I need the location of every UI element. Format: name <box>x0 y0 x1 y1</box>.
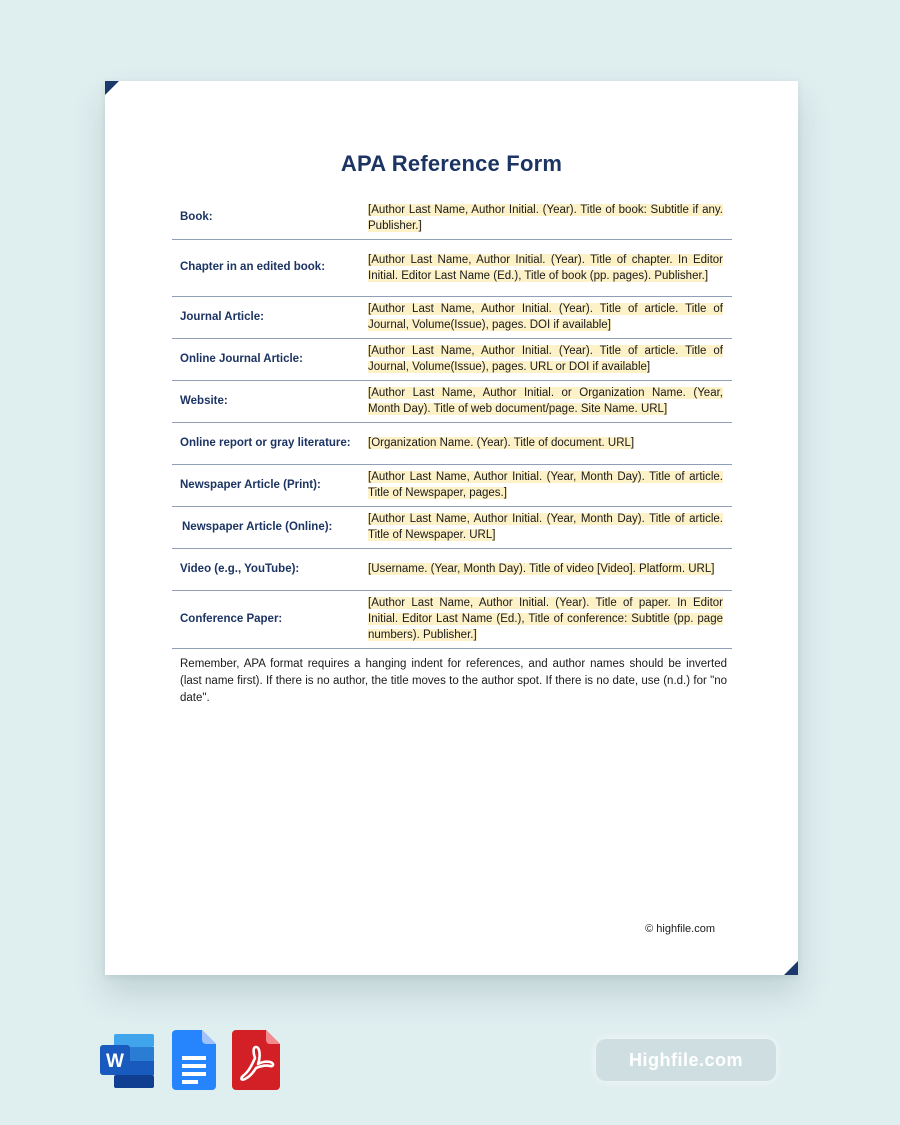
row-label: Journal Article: <box>172 296 360 338</box>
format-text: [Author Last Name, Author Initial. (Year). Title of paper. In Editor Initial. Editor Last Name (Ed.), Title of conference: Subtitle (pp. page numbers). Publisher.] <box>368 597 723 641</box>
row-format <box>360 380 732 422</box>
apa-note: Remember, APA format requires a hanging indent for references, and author names should be inverted (last name first). If there is no author, the title moves to the author spot. If there is no date, use (n.d.) for "no date". <box>180 658 727 704</box>
row-label: Book: <box>172 197 360 239</box>
format-text: [Author Last Name, Author Initial. (Year). Title of book: Subtitle if any. Publisher.] <box>368 203 723 232</box>
brand-badge[interactable]: Highfile.com <box>596 1039 776 1081</box>
row-format <box>360 506 732 548</box>
table-row <box>172 464 732 506</box>
table-row <box>172 239 732 296</box>
row-label: Website: <box>172 380 360 422</box>
row-label: Video (e.g., YouTube): <box>172 548 360 590</box>
reference-table <box>172 197 732 649</box>
google-docs-icon[interactable] <box>172 1030 216 1090</box>
copyright-text: © highfile.com <box>645 923 715 935</box>
document-page <box>105 81 798 975</box>
format-text: [Organization Name. (Year). Title of document. URL] <box>368 437 635 449</box>
table-row <box>172 296 732 338</box>
row-label: Online report or gray literature: <box>172 422 360 464</box>
format-text: [Author Last Name, Author Initial. (Year). Title of chapter. In Editor Initial. Editor Last Name (Ed.), Title of book (pp. pages). Publisher.] <box>368 253 723 282</box>
table-row <box>172 422 732 464</box>
table-row <box>172 548 732 590</box>
format-text: [Username. (Year, Month Day). Title of video [Video]. Platform. URL] <box>368 563 715 575</box>
row-label: Chapter in an edited book: <box>172 239 360 296</box>
row-label: Newspaper Article (Online): <box>172 506 360 548</box>
table-row <box>172 338 732 380</box>
table-row <box>172 506 732 548</box>
document-title: APA Reference Form <box>340 151 563 176</box>
row-format <box>360 338 732 380</box>
format-text: [Author Last Name, Author Initial. (Year, Month Day). Title of article. Title of Newspaper. URL] <box>368 513 723 541</box>
table-row <box>172 380 732 422</box>
word-letter: W <box>106 1051 124 1072</box>
format-text: [Author Last Name, Author Initial. (Year, Month Day). Title of article. Title of Newspaper, pages.] <box>368 471 723 499</box>
row-format <box>360 548 732 590</box>
corner-decoration-top-left <box>105 81 119 95</box>
row-format <box>360 590 732 648</box>
table-row <box>172 590 732 648</box>
word-icon[interactable] <box>100 1030 156 1090</box>
row-label: Conference Paper: <box>172 590 360 648</box>
format-text: [Author Last Name, Author Initial. (Year). Title of article. Title of Journal, Volume(Issue), pages. DOI if available] <box>368 303 723 331</box>
row-format <box>360 422 732 464</box>
row-format <box>360 239 732 296</box>
row-format <box>360 197 732 239</box>
format-text: [Author Last Name, Author Initial. or Organization Name. (Year, Month Day). Title of web document/page. Site Name. URL] <box>368 387 723 415</box>
table-row <box>172 197 732 239</box>
pdf-icon[interactable] <box>232 1030 280 1090</box>
corner-decoration-bottom-right <box>784 961 798 975</box>
row-format <box>360 296 732 338</box>
row-format <box>360 464 732 506</box>
format-text: [Author Last Name, Author Initial. (Year). Title of article. Title of Journal, Volume(Issue), pages. URL or DOI if available] <box>368 345 723 373</box>
row-label: Newspaper Article (Print): <box>172 464 360 506</box>
row-label: Online Journal Article: <box>172 338 360 380</box>
